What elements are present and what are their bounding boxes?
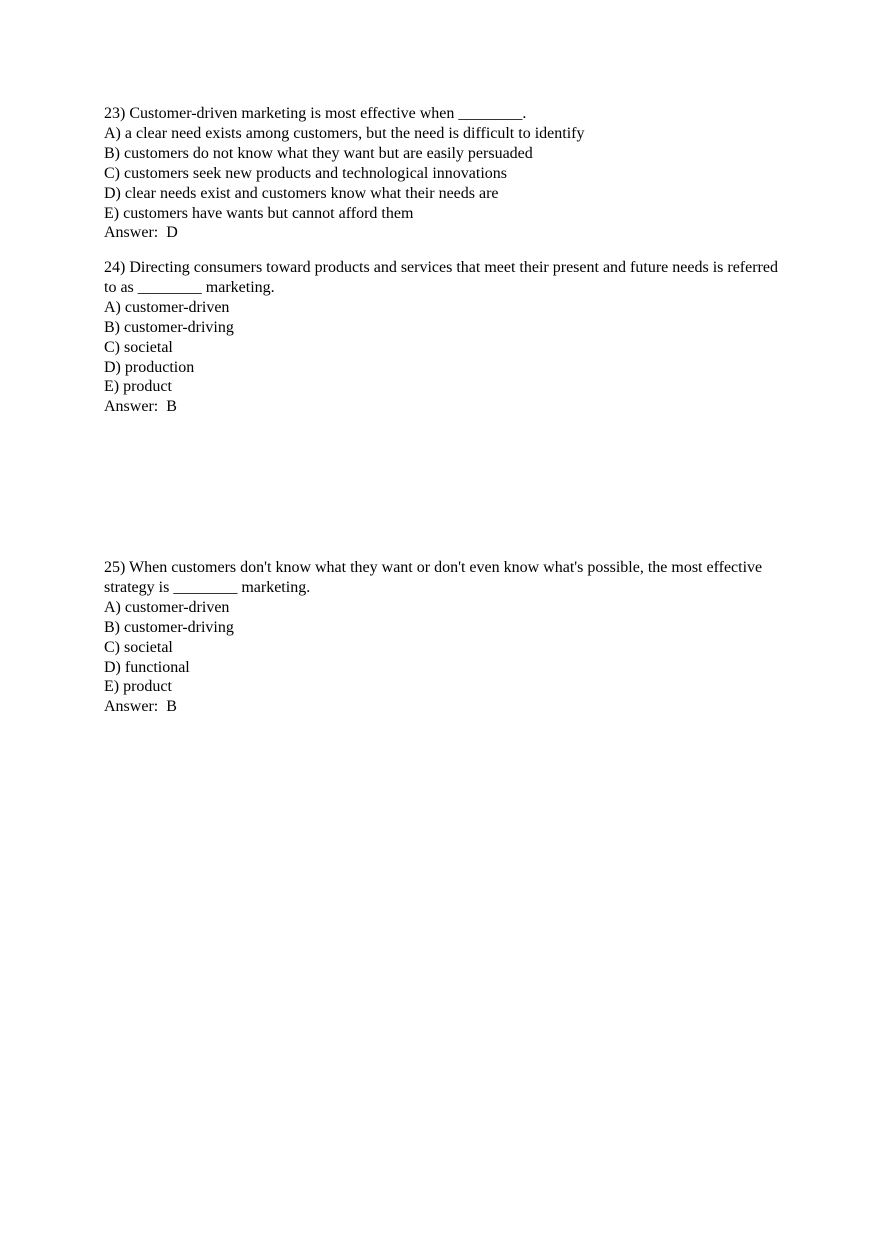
option-a: A) a clear need exists among customers, but the need is difficult to identify	[104, 124, 585, 142]
option-d: D) functional	[104, 658, 190, 676]
question-stem: 24) Directing consumers toward products and services that meet their present and future needs is referred to as ________ marketing.	[104, 259, 782, 296]
option-d: D) production	[104, 358, 195, 376]
option-b: B) customers do not know what they want but are easily persuaded	[104, 144, 533, 162]
option-e: E) customers have wants but cannot afford them	[104, 204, 414, 222]
option-c: C) societal	[104, 338, 173, 356]
answer-line: Answer: D	[104, 224, 178, 242]
option-e: E) product	[104, 678, 172, 696]
answer-line: Answer: B	[104, 398, 177, 416]
option-a: A) customer-driven	[104, 298, 230, 316]
option-e: E) product	[104, 378, 172, 396]
question-24	[104, 258, 794, 417]
option-a: A) customer-driven	[104, 598, 230, 616]
option-c: C) customers seek new products and technological innovations	[104, 164, 508, 182]
question-stem: 23) Customer-driven marketing is most effective when ________.	[104, 105, 527, 122]
question-stem: 25) When customers don't know what they want or don't even know what's possible, the most effective strategy is ________ marketing.	[104, 559, 767, 596]
option-c: C) societal	[104, 638, 173, 656]
option-b: B) customer-driving	[104, 318, 234, 336]
option-d: D) clear needs exist and customers know what their needs are	[104, 184, 499, 202]
question-25	[104, 558, 794, 717]
question-23	[104, 104, 794, 243]
answer-line: Answer: B	[104, 698, 177, 716]
option-b: B) customer-driving	[104, 618, 234, 636]
